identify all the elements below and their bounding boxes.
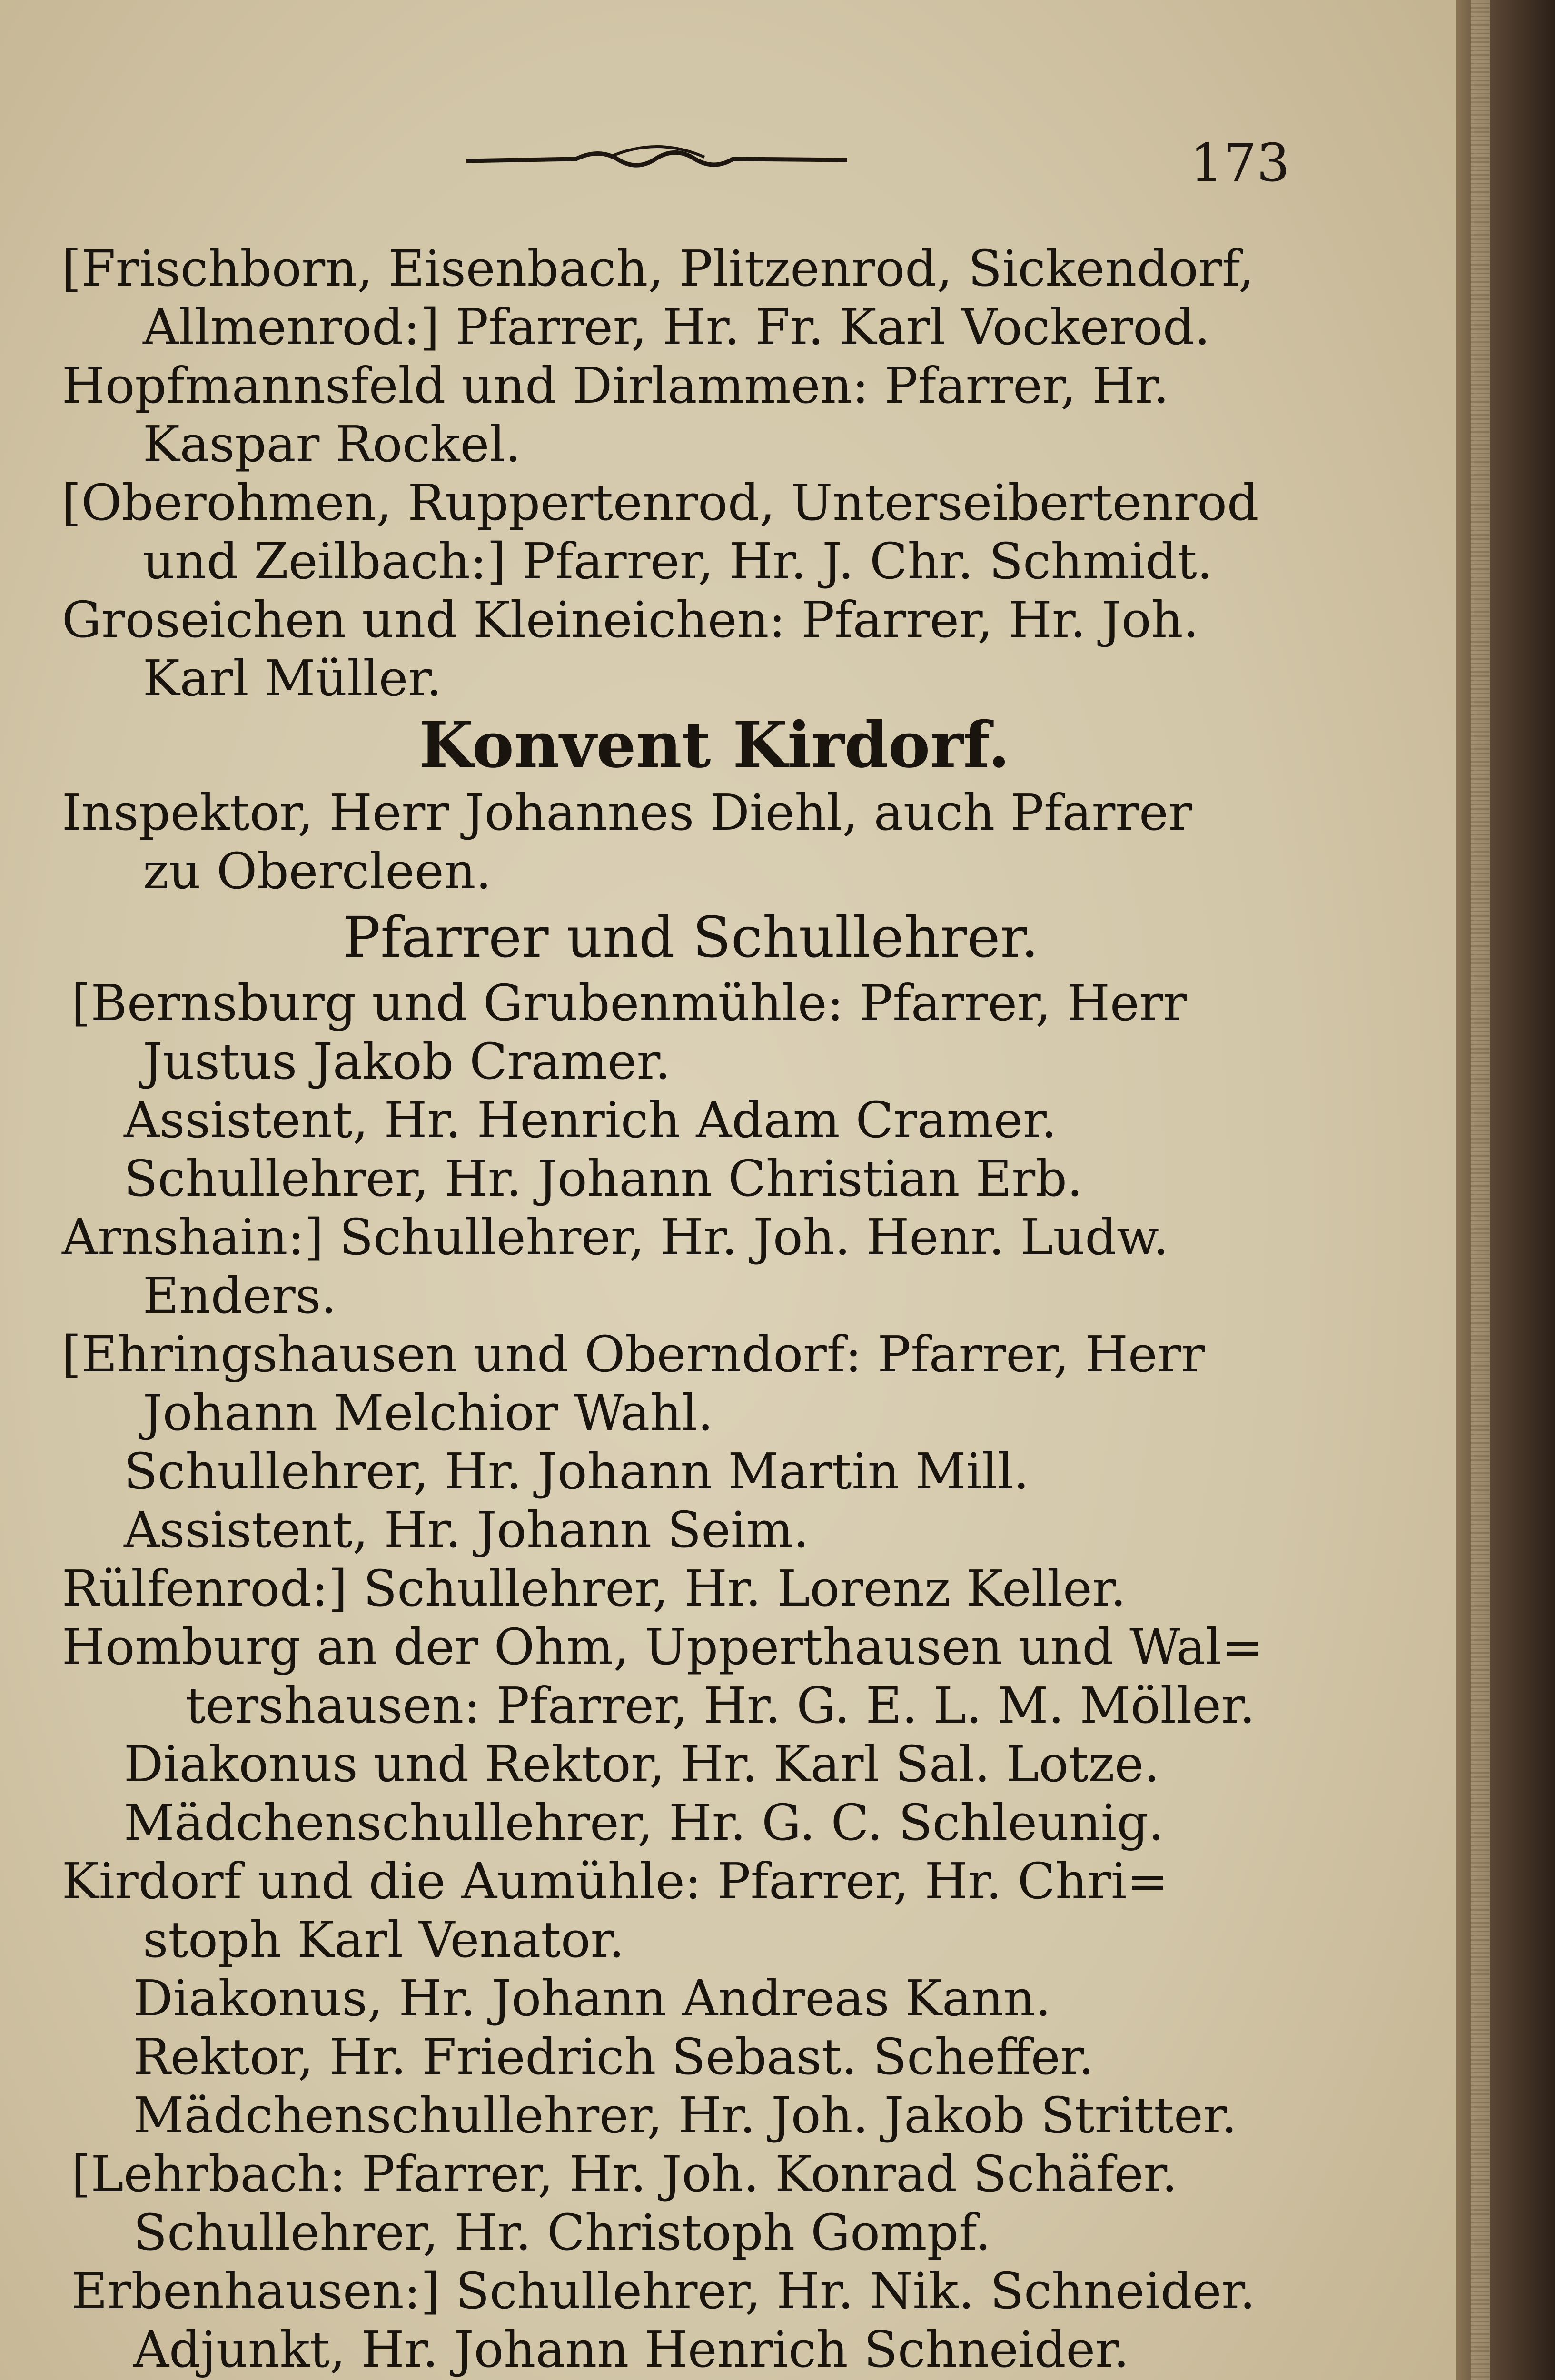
text-line: [Frischborn, Eisenbach, Plitzenrod, Sickendorf,: [62, 239, 1254, 298]
text-line: Hopfmannsfeld und Dirlammen: Pfarrer, Hr.: [62, 357, 1169, 415]
text-line: [Bernsburg und Grubenmühle: Pfarrer, Herr: [71, 974, 1187, 1032]
text-line: Assistent, Hr. Johann Seim.: [124, 1501, 809, 1559]
text-line: Assistent, Hr. Henrich Adam Cramer.: [124, 1091, 1057, 1149]
text-line: Erbenhausen:] Schullehrer, Hr. Nik. Schneider.: [71, 2262, 1256, 2320]
text-line: Mädchenschullehrer, Hr. Joh. Jakob Stritter.: [133, 2086, 1238, 2144]
text-line: [Lehrbach: Pfarrer, Hr. Joh. Konrad Schäfer.: [71, 2145, 1178, 2203]
text-line: zu Obercleen.: [143, 842, 492, 900]
page-number: 173: [1190, 132, 1290, 193]
text-line: [Ehringshausen und Oberndorf: Pfarrer, Herr: [62, 1325, 1205, 1383]
text-line: Kaspar Rockel.: [143, 415, 521, 473]
text-line: Justus Jakob Cramer.: [143, 1032, 671, 1091]
text-line: Schullehrer, Hr. Johann Martin Mill.: [124, 1442, 1030, 1500]
section-heading: Konvent Kirdorf.: [419, 708, 1010, 782]
text-line: Schullehrer, Hr. Johann Christian Erb.: [124, 1150, 1083, 1208]
text-line: Diakonus, Hr. Johann Andreas Kann.: [133, 1969, 1051, 2027]
text-line: Kirdorf und die Aumühle: Pfarrer, Hr. Chri=: [62, 1852, 1169, 1910]
text-line: tershausen: Pfarrer, Hr. G. E. L. M. Möller.: [186, 1676, 1256, 1735]
text-line: stoph Karl Venator.: [143, 1911, 624, 1969]
text-line: Rektor, Hr. Friedrich Sebast. Scheffer.: [133, 2028, 1094, 2086]
text-line: Johann Melchior Wahl.: [143, 1384, 713, 1442]
text-line: Adjunkt, Hr. Johann Henrich Schneider.: [133, 2320, 1129, 2379]
text-line: Groseichen und Kleineichen: Pfarrer, Hr. Joh.: [62, 591, 1199, 649]
text-line: Rülfenrod:] Schullehrer, Hr. Lorenz Keller.: [62, 1559, 1127, 1617]
text-line: Homburg an der Ohm, Upperthausen und Wal=: [62, 1618, 1263, 1676]
text-line: Diakonus und Rektor, Hr. Karl Sal. Lotze.: [124, 1735, 1160, 1793]
text-line: Mädchenschullehrer, Hr. G. C. Schleunig.: [124, 1794, 1164, 1852]
text-line: und Zeilbach:] Pfarrer, Hr. J. Chr. Schmidt.: [143, 532, 1213, 590]
text-line: Allmenrod:] Pfarrer, Hr. Fr. Karl Vockerod.: [143, 298, 1210, 356]
subsection-heading: Pfarrer und Schullehrer.: [343, 904, 1039, 970]
text-line: Enders.: [143, 1267, 337, 1325]
text-line: [Oberohmen, Ruppertenrod, Unterseibertenrod: [62, 474, 1259, 532]
text-line: Karl Müller.: [143, 649, 442, 707]
text-line: Schullehrer, Hr. Christoph Gompf.: [133, 2203, 991, 2261]
text-line: Inspektor, Herr Johannes Diehl, auch Pfarrer: [62, 783, 1192, 842]
text-line: Arnshain:] Schullehrer, Hr. Joh. Henr. Ludw.: [62, 1208, 1169, 1266]
